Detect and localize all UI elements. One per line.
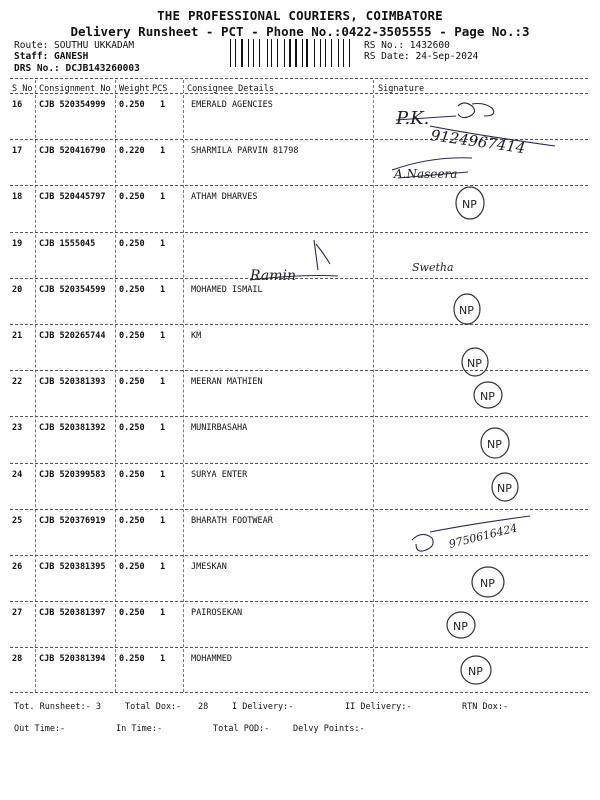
row-consignment-no: CJB 520354999 xyxy=(39,100,106,110)
row-pcs: 1 xyxy=(160,654,166,665)
row-pcs: 1 xyxy=(160,192,166,203)
np-stamp-label: NP xyxy=(480,577,495,590)
sheet-title: Delivery Runsheet - PCT - Phone No.:0422-3505555 - Page No.:3 xyxy=(70,24,530,39)
col-signature: Signature xyxy=(378,84,425,94)
total-pod: Total POD:- xyxy=(213,724,270,734)
row-weight: 0.250 xyxy=(119,331,145,341)
col-sno: S No xyxy=(12,84,33,94)
row-consignee: SHARMILA PARVIN 81798 xyxy=(191,146,299,157)
row-consignment-no: CJB 520381397 xyxy=(39,608,106,619)
total-dox-value: 28 xyxy=(198,702,209,712)
in-time: In Time:- xyxy=(116,724,163,734)
handwritten-phone: 9750616424 xyxy=(447,521,519,551)
np-stamp-label: NP xyxy=(468,665,483,678)
row-pcs: 1 xyxy=(160,608,166,619)
row-consignee: MEERAN MATHIEN xyxy=(191,377,263,388)
row-sno: 21 xyxy=(12,331,23,341)
row-consignee: EMERALD AGENCIES xyxy=(191,100,273,110)
row-sno: 19 xyxy=(12,238,23,249)
handwritten-signature: Swetha xyxy=(412,261,454,274)
handwritten-signature: A.Naseera xyxy=(394,167,458,181)
row-consignment-no: CJB 520445797 xyxy=(39,192,106,203)
total-runsheet: Tot. Runsheet:- 3 xyxy=(14,702,101,712)
total-dox-label: Total Dox:- xyxy=(125,702,182,712)
row-pcs: 1 xyxy=(160,377,166,388)
col-pcs: PCS xyxy=(152,84,168,94)
row-weight: 0.250 xyxy=(119,238,145,249)
row-weight: 0.250 xyxy=(119,192,145,203)
row-consignee: MOHAMED ISMAIL xyxy=(191,284,263,295)
row-sno: 28 xyxy=(12,654,23,665)
row-consignee: KM xyxy=(191,331,202,341)
row-consignee: MOHAMMED xyxy=(191,654,232,665)
row-weight: 0.250 xyxy=(119,100,145,110)
row-weight: 0.250 xyxy=(119,284,145,295)
ii-delivery: II Delivery:- xyxy=(345,702,412,712)
row-sno: 27 xyxy=(12,608,23,619)
np-stamp-label: NP xyxy=(480,390,495,403)
row-sno: 22 xyxy=(12,377,23,388)
row-consignment-no: CJB 520399583 xyxy=(39,469,106,480)
out-time: Out Time:- xyxy=(14,724,66,734)
row-consignment-no: CJB 520354599 xyxy=(39,284,106,295)
row-consignment-no: CJB 520265744 xyxy=(39,331,106,341)
row-weight: 0.250 xyxy=(119,654,145,665)
handwritten-initials: P.K. xyxy=(396,108,430,129)
row-sno: 16 xyxy=(12,100,23,110)
np-stamp-label: NP xyxy=(462,198,477,211)
row-sno: 26 xyxy=(12,562,23,572)
row-consignment-no: CJB 520416790 xyxy=(39,146,106,157)
np-stamp-label: NP xyxy=(497,482,512,495)
row-consignee: JMESKAN xyxy=(191,562,227,572)
row-consignee: ATHAM DHARVES xyxy=(191,192,258,203)
row-pcs: 1 xyxy=(160,100,166,110)
row-consignment-no: CJB 520381393 xyxy=(39,377,106,388)
row-consignment-no: CJB 520381394 xyxy=(39,654,106,665)
row-consignee: SURYA ENTER xyxy=(191,469,248,480)
row-consignment-no: CJB 1555045 xyxy=(39,238,96,249)
row-pcs: 1 xyxy=(160,331,166,341)
row-consignee: MUNIRBASAHA xyxy=(191,423,248,434)
rs-number: RS No.: 1432600 xyxy=(364,40,450,51)
row-sno: 24 xyxy=(12,469,23,480)
route-label: Route: SOUTHU UKKADAM xyxy=(14,40,135,51)
row-consignee: PAIROSEKAN xyxy=(191,608,243,619)
rs-date: RS Date: 24-Sep-2024 xyxy=(364,51,479,62)
drs-number: DRS No.: DCJB143260003 xyxy=(14,63,140,74)
i-delivery: I Delivery:- xyxy=(232,702,294,712)
row-weight: 0.250 xyxy=(119,377,145,388)
row-weight: 0.220 xyxy=(119,146,145,157)
row-consignment-no: CJB 520381392 xyxy=(39,423,106,434)
row-consignment-no: CJB 520376919 xyxy=(39,515,106,526)
table-bottom-divider xyxy=(10,692,588,693)
row-weight: 0.250 xyxy=(119,562,145,572)
row-sno: 17 xyxy=(12,146,23,157)
company-title: THE PROFESSIONAL COURIERS, COIMBATORE xyxy=(157,8,443,23)
row-consignee: BHARATH FOOTWEAR xyxy=(191,515,273,526)
row-pcs: 1 xyxy=(160,562,166,572)
row-sno: 25 xyxy=(12,515,23,526)
col-consignee: Consignee Details xyxy=(187,84,274,94)
row-sno: 23 xyxy=(12,423,23,434)
np-stamp-label: NP xyxy=(453,620,468,633)
row-pcs: 1 xyxy=(160,515,166,526)
rtn-dox: RTN Dox:- xyxy=(462,702,509,712)
row-weight: 0.250 xyxy=(119,423,145,434)
row-weight: 0.250 xyxy=(119,608,145,619)
np-stamp-label: NP xyxy=(459,304,474,317)
row-sno: 20 xyxy=(12,284,23,295)
row-weight: 0.250 xyxy=(119,515,145,526)
staff-label: Staff: GANESH xyxy=(14,51,89,62)
row-pcs: 1 xyxy=(160,469,166,480)
row-consignment-no: CJB 520381395 xyxy=(39,562,106,572)
np-stamp-label: NP xyxy=(467,357,482,370)
col-consignment: Consignment No xyxy=(39,84,111,94)
col-weight: Weight xyxy=(119,84,150,94)
row-weight: 0.250 xyxy=(119,469,145,480)
row-pcs: 1 xyxy=(160,238,166,249)
delivery-points: Delvy Points:- xyxy=(293,724,365,734)
handwritten-phone: 9124967414 xyxy=(429,126,527,158)
row-pcs: 1 xyxy=(160,284,166,295)
np-stamp-label: NP xyxy=(487,438,502,451)
handwritten-signature: Ramin xyxy=(250,268,296,284)
row-pcs: 1 xyxy=(160,146,166,157)
row-pcs: 1 xyxy=(160,423,166,434)
row-sno: 18 xyxy=(12,192,23,203)
